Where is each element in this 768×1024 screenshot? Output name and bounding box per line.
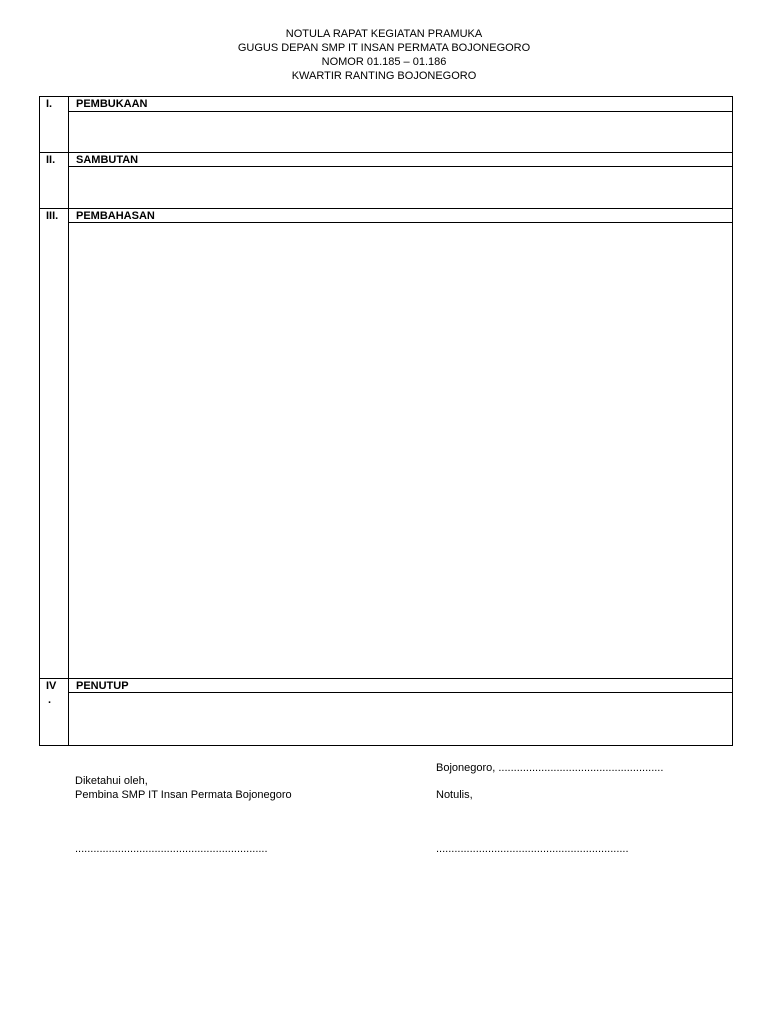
section-title-sambutan: SAMBUTAN — [76, 154, 139, 166]
section-divider — [40, 208, 732, 209]
pembina-signature-line[interactable]: ............................................................... — [75, 843, 268, 855]
section-divider — [40, 678, 732, 679]
section-number-2: II. — [46, 154, 56, 166]
header-title: NOTULA RAPAT KEGIATAN PRAMUKA — [285, 28, 483, 40]
pembina-label: Pembina SMP IT Insan Permata Bojonegoro — [75, 789, 292, 801]
section-number-1: I. — [46, 98, 53, 110]
section-title-pembukaan: PEMBUKAAN — [76, 98, 148, 110]
header-kwartir: KWARTIR RANTING BOJONEGORO — [291, 70, 477, 82]
section-number-4-period: . — [48, 694, 52, 706]
place-date-line[interactable]: Bojonegoro, ...................................................... — [436, 762, 664, 774]
section-number-4: IV — [46, 680, 57, 692]
notulis-signature-line[interactable]: ............................................................... — [436, 843, 629, 855]
section-title-pembahasan: PEMBAHASAN — [76, 210, 155, 222]
agenda-table — [39, 96, 733, 746]
penutup-content-area[interactable] — [69, 693, 732, 745]
header-organization: GUGUS DEPAN SMP IT INSAN PERMATA BOJONEGORO — [237, 42, 531, 54]
section-divider — [40, 152, 732, 153]
section-number-3: III. — [46, 210, 59, 222]
document-header — [0, 27, 768, 83]
header-number: NOMOR 01.185 – 01.186 — [321, 56, 447, 68]
acknowledged-by-label: Diketahui oleh, — [75, 775, 148, 787]
sambutan-content-area[interactable] — [69, 167, 732, 208]
pembukaan-content-area[interactable] — [69, 112, 732, 152]
pembahasan-content-area[interactable] — [69, 223, 732, 678]
section-title-penutup: PENUTUP — [76, 680, 129, 692]
notulis-label: Notulis, — [436, 789, 473, 801]
